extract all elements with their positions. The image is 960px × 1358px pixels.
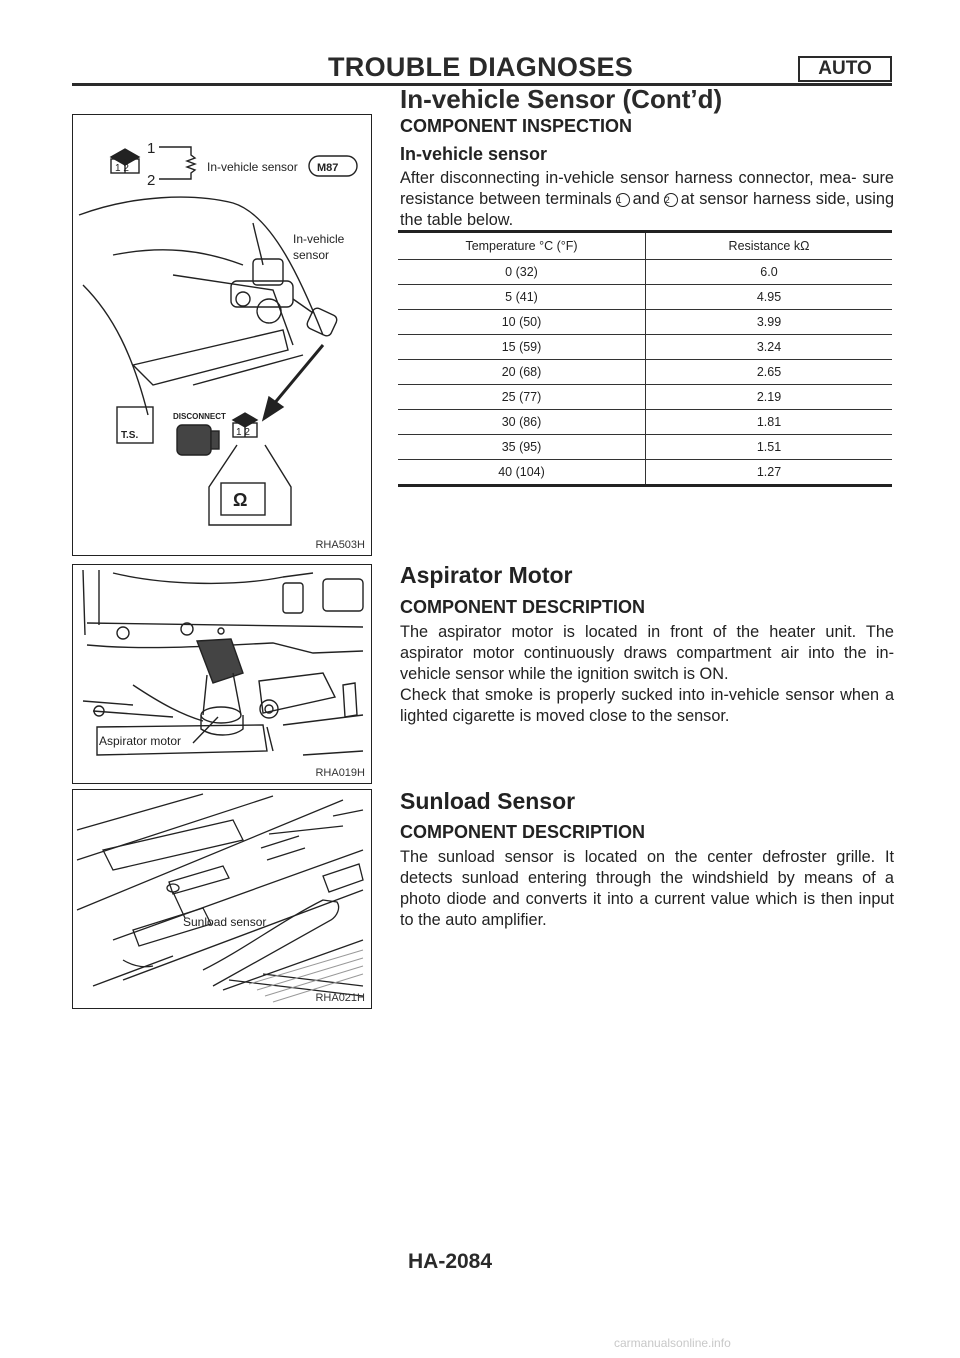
table-row bbox=[398, 385, 892, 410]
connector-code-label: M87 bbox=[317, 162, 339, 174]
table-row bbox=[398, 410, 892, 435]
figure-in-vehicle-sensor bbox=[72, 114, 372, 556]
aspirator-callout: Aspirator motor bbox=[99, 734, 182, 748]
table-row bbox=[398, 260, 892, 285]
meter-pins-label: 1 2 bbox=[236, 427, 250, 438]
cell-temperature: 0 (32) bbox=[398, 260, 646, 285]
callout-line1: In-vehicle bbox=[293, 232, 345, 246]
sunload-heading: COMPONENT DESCRIPTION bbox=[400, 822, 646, 842]
callout-line2: sensor bbox=[293, 248, 330, 262]
ts-label: T.S. bbox=[121, 430, 139, 441]
cell-resistance: 1.51 bbox=[646, 435, 893, 460]
aspirator-p1: The aspirator motor is located in front of the heater unit. The aspirator motor continuously draws compartment air into the in- vehicle sensor while the ignition switch is ON. bbox=[400, 623, 894, 683]
watermark: carmanualsonline.info bbox=[614, 1336, 731, 1350]
terminal-1-label: 1 bbox=[147, 140, 156, 157]
sunload-paragraph bbox=[400, 847, 894, 931]
figure-sunload-sensor bbox=[72, 789, 372, 1009]
header-temperature: Temperature °C (°F) bbox=[398, 232, 646, 260]
table-row bbox=[398, 360, 892, 385]
figure-code: RHA021H bbox=[315, 992, 365, 1004]
sunload-sensor-illustration bbox=[73, 790, 371, 1008]
aspirator-p2: Check that smoke is properly sucked into in-vehicle sensor when a lighted cigarette is moved close to the sensor. bbox=[400, 686, 894, 725]
inspection-heading: COMPONENT INSPECTION bbox=[400, 116, 633, 136]
table-row bbox=[398, 310, 892, 335]
sunload-callout: Sunload sensor bbox=[183, 915, 267, 929]
aspirator-title: Aspirator Motor bbox=[400, 562, 573, 588]
cell-resistance: 6.0 bbox=[646, 260, 893, 285]
cell-resistance: 1.27 bbox=[646, 460, 893, 486]
disconnect-label: DISCONNECT bbox=[173, 412, 226, 421]
cell-temperature: 10 (50) bbox=[398, 310, 646, 335]
terminal-2-label: 2 bbox=[147, 172, 156, 189]
ohm-symbol: Ω bbox=[233, 490, 248, 510]
cell-temperature: 30 (86) bbox=[398, 410, 646, 435]
cell-resistance: 1.81 bbox=[646, 410, 893, 435]
inspection-paragraph bbox=[400, 168, 894, 231]
figure-code: RHA019H bbox=[315, 767, 365, 779]
sunload-title: Sunload Sensor bbox=[400, 788, 576, 814]
page-section-title: TROUBLE DIAGNOSES bbox=[328, 52, 634, 82]
cell-resistance: 3.99 bbox=[646, 310, 893, 335]
aspirator-heading: COMPONENT DESCRIPTION bbox=[400, 597, 646, 617]
cell-resistance: 4.95 bbox=[646, 285, 893, 310]
in-vehicle-sensor-illustration bbox=[73, 115, 371, 555]
table-row bbox=[398, 460, 892, 486]
inspection-text-b: at sensor harness side, using the table below. bbox=[400, 190, 894, 229]
sensor-text-label: In-vehicle sensor bbox=[207, 160, 298, 174]
terminal-2-marker: 2 bbox=[664, 193, 678, 207]
aspirator-motor-illustration bbox=[73, 565, 371, 783]
table-row bbox=[398, 285, 892, 310]
inspection-subheading: In-vehicle sensor bbox=[400, 144, 548, 164]
cell-resistance: 2.19 bbox=[646, 385, 893, 410]
table-header-row bbox=[398, 232, 892, 260]
table-row bbox=[398, 435, 892, 460]
page-number: HA-2084 bbox=[408, 1250, 493, 1273]
sunload-p1: The sunload sensor is located on the center defroster grille. It detects sunload entering through the windshield by means of a photo diode and converts it into a current value which is then input to the auto amplifier. bbox=[400, 848, 894, 929]
inspection-text-a: After disconnecting in-vehicle sensor harness connector, mea- sure resistance between terminals bbox=[400, 169, 894, 208]
cell-temperature: 25 (77) bbox=[398, 385, 646, 410]
resistance-table bbox=[398, 230, 892, 487]
auto-badge: AUTO bbox=[798, 56, 892, 82]
figure-code: RHA503H bbox=[315, 539, 365, 551]
table-row bbox=[398, 335, 892, 360]
page-subtitle: In-vehicle Sensor (Cont’d) bbox=[400, 84, 723, 114]
header-resistance: Resistance kΩ bbox=[646, 232, 893, 260]
connector-pins-label: 1 2 bbox=[115, 163, 129, 174]
figure-aspirator-motor bbox=[72, 564, 372, 784]
cell-resistance: 2.65 bbox=[646, 360, 893, 385]
cell-temperature: 35 (95) bbox=[398, 435, 646, 460]
cell-temperature: 40 (104) bbox=[398, 460, 646, 486]
inspection-text-and: and bbox=[632, 190, 660, 208]
cell-resistance: 3.24 bbox=[646, 335, 893, 360]
aspirator-paragraphs bbox=[400, 622, 894, 727]
cell-temperature: 5 (41) bbox=[398, 285, 646, 310]
terminal-1-marker: 1 bbox=[616, 193, 630, 207]
cell-temperature: 15 (59) bbox=[398, 335, 646, 360]
cell-temperature: 20 (68) bbox=[398, 360, 646, 385]
